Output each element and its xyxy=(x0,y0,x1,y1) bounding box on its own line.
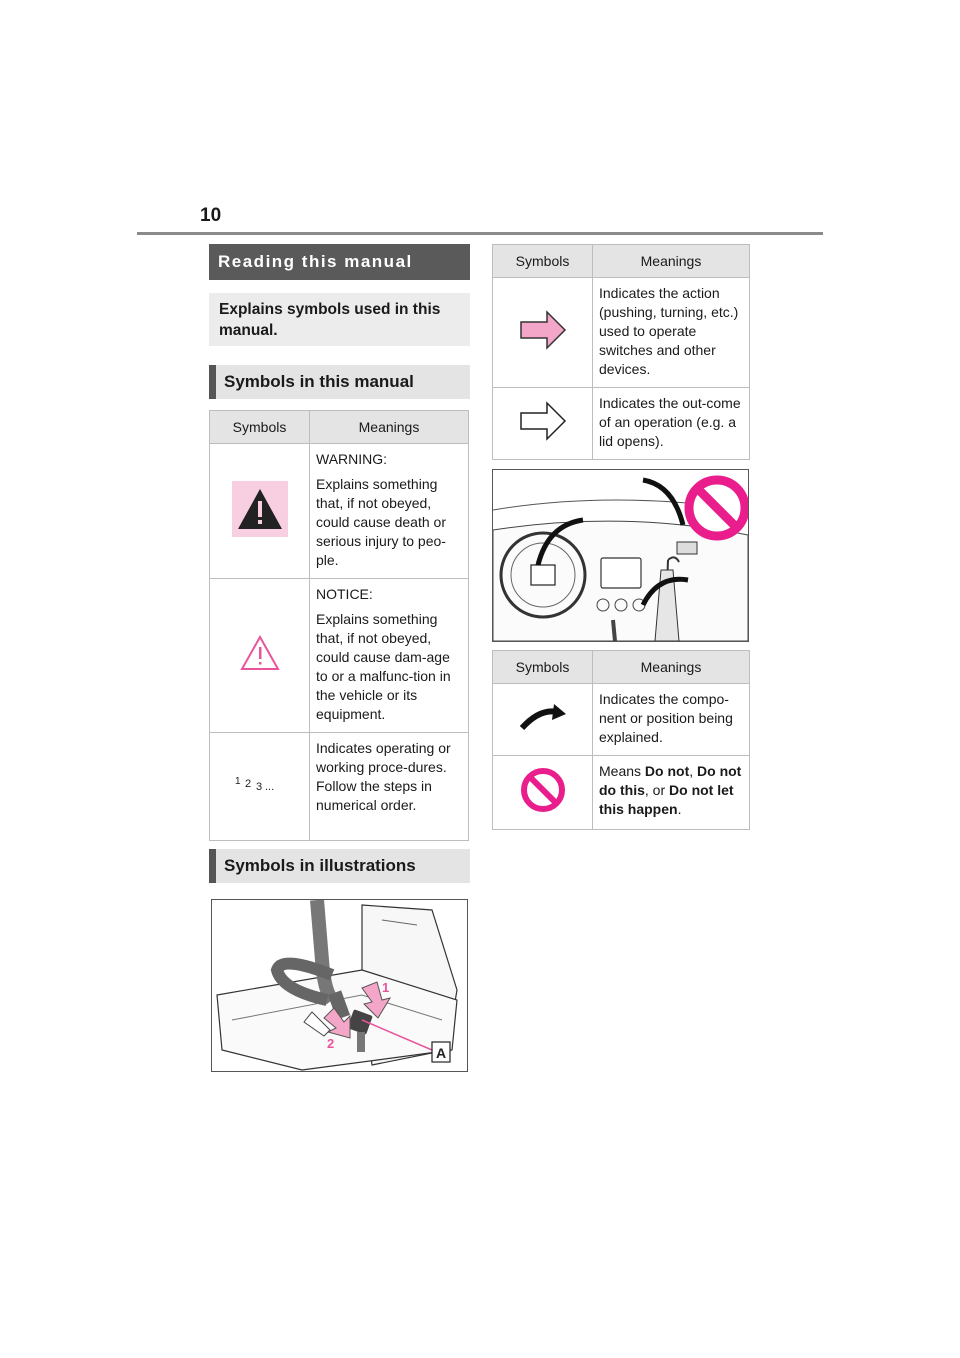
warning-text: Explains something that, if not obeyed, could cause death or serious injury to peo-ple. xyxy=(316,476,446,568)
page-number: 10 xyxy=(200,205,222,226)
symbols-illustrations-heading: Symbols in illustrations xyxy=(209,849,470,883)
svg-text:3: 3 xyxy=(255,781,262,793)
pointer-arrow-icon xyxy=(518,719,568,735)
seatbelt-illustration xyxy=(211,899,468,1072)
svg-text:...: ... xyxy=(264,781,274,793)
table-row xyxy=(493,388,750,460)
notice-label: NOTICE: xyxy=(316,586,373,602)
step-1-label: 1 xyxy=(382,980,390,995)
symbols-bottom-table xyxy=(492,650,750,830)
symbols-right-table xyxy=(492,244,750,460)
col-symbols: Symbols xyxy=(493,651,593,684)
table-row xyxy=(210,579,469,733)
table-row xyxy=(493,756,750,830)
col-meanings: Meanings xyxy=(593,245,750,278)
table-row xyxy=(493,278,750,388)
warning-label: WARNING: xyxy=(316,451,388,467)
outcome-arrow-icon xyxy=(519,428,567,444)
prohibited-icon xyxy=(520,800,566,816)
dashboard-illustration xyxy=(492,469,749,642)
outcome-text: Indicates the out-come of an operation (e.g. a lid opens). xyxy=(599,395,741,449)
section-title: Reading this manual xyxy=(209,244,470,280)
col-symbols: Symbols xyxy=(210,411,310,444)
table-row xyxy=(210,444,469,579)
top-rule xyxy=(137,232,823,235)
pointer-text: Indicates the compo-nent or position being explained. xyxy=(599,691,733,745)
notice-icon xyxy=(240,658,280,674)
symbols-manual-heading: Symbols in this manual xyxy=(209,365,470,399)
prohibited-text: Means Do not, Do not do this, or Do not let this happen. xyxy=(599,763,742,817)
svg-text:2: 2 xyxy=(244,778,251,790)
steps-icon xyxy=(233,776,287,798)
warning-icon xyxy=(232,524,288,540)
symbols-manual-table xyxy=(209,410,469,841)
notice-text: Explains something that, if not obeyed, could cause dam-age to or a malfunc-tion in the vehicle or its equipment. xyxy=(316,611,451,722)
table-row xyxy=(493,684,750,756)
steps-text: Indicates operating or working proce-dures. Follow the steps in numerical order. xyxy=(316,740,451,813)
col-meanings: Meanings xyxy=(310,411,469,444)
table-row xyxy=(210,733,469,841)
step-2-label: 2 xyxy=(327,1036,335,1051)
col-meanings: Meanings xyxy=(593,651,750,684)
col-symbols: Symbols xyxy=(493,245,593,278)
callout-a-label: A xyxy=(436,1045,447,1061)
action-arrow-icon xyxy=(519,337,567,353)
action-text: Indicates the action (pushing, turning, etc.) used to operate switches and other devices. xyxy=(599,285,739,377)
intro-box: Explains symbols used in this manual. xyxy=(209,293,470,346)
svg-text:1: 1 xyxy=(234,776,241,787)
